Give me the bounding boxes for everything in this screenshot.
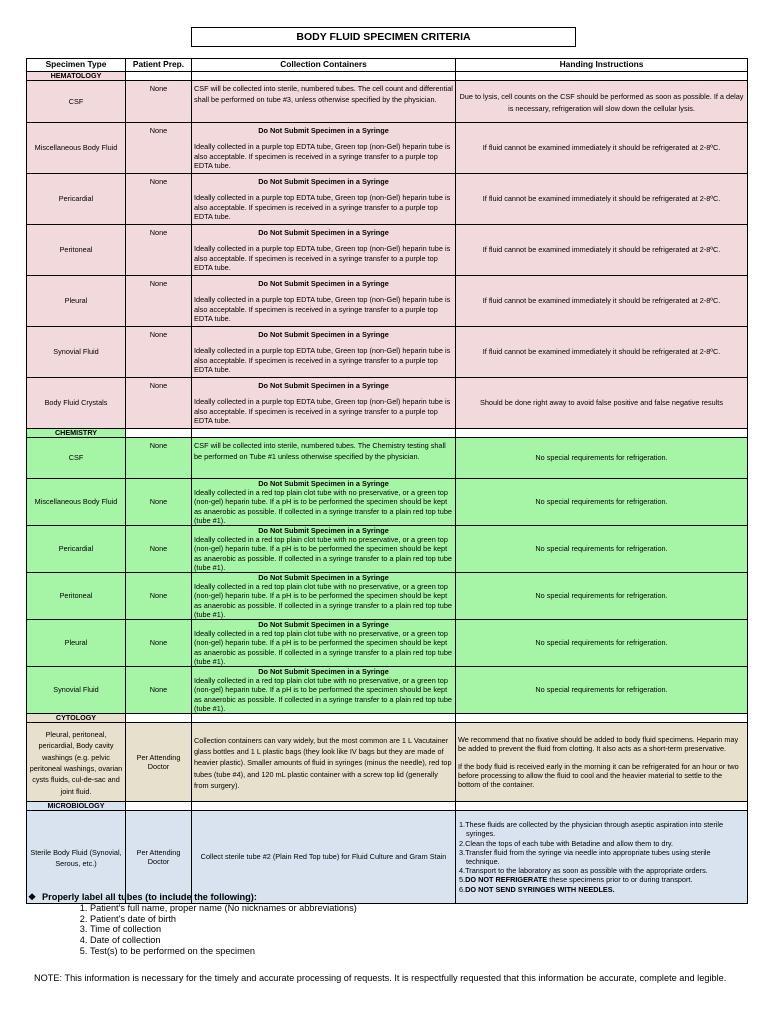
table-row [27, 526, 748, 573]
patient-prep: None [126, 276, 192, 327]
handling-instructions: If fluid cannot be examined immediately it should be refrigerated at 2-8ºC. [456, 174, 748, 225]
patient-prep: Per Attending Doctor [126, 723, 192, 802]
table-row [27, 620, 748, 667]
header-specimen-type: Specimen Type [27, 59, 126, 72]
collection-container: Collection containers can vary widely, but the most common are 1 L Vacutainer glass bottles and 1 L plastic bags (they look like IV bags but they are made of heavier plastic). Smaller amounts of fluid in syringes (minus the needle), red top tubes (tube #4), and 120 mL plastic container with a screw top lid (generally from surgery). [192, 723, 456, 802]
syringe-warning: Do Not Submit Specimen in a Syringe [258, 228, 389, 238]
syringe-warning: Do Not Submit Specimen in a Syringe [258, 279, 389, 289]
patient-prep: None [126, 620, 192, 667]
syringe-warning: Do Not Submit Specimen in a Syringe [258, 667, 389, 677]
syringe-warning: Do Not Submit Specimen in a Syringe [258, 526, 389, 536]
collection-container: CSF will be collected into sterile, numbered tubes. The Chemistry testing shall be performed on Tube #1 unless otherwise specified by the physician. [192, 438, 456, 479]
handling-steps [458, 820, 745, 894]
list-item: 2. Patient's date of birth [90, 914, 748, 925]
patient-prep: None [126, 378, 192, 429]
table-row [27, 123, 748, 174]
patient-prep: None [126, 479, 192, 526]
table-row [27, 723, 748, 802]
handling-instructions: No special requirements for refrigeration. [456, 573, 748, 620]
patient-prep: None [126, 123, 192, 174]
collection-container: Do Not Submit Specimen in a Syringe Ideally collected in a red top plain clot tube with no preservative, or a green top (non-gel) heparin tube. If a pH is to be performed the specimen should be kept as anaerobic as possible. If collected in a syringe transfer to a plain red top tube (tube #1). [192, 526, 456, 573]
table-row [27, 327, 748, 378]
labeling-heading: ❖ Properly label all tubes (to include the following): [28, 892, 257, 902]
table-row [27, 378, 748, 429]
collection-container: Do Not Submit Specimen in a Syringe Ideally collected in a purple top EDTA tube, Green top (non-Gel) heparin tube is also acceptable. If specimen is received in a syringe transfer to a purple top EDTA tube. [192, 174, 456, 225]
specimen-type: Peritoneal [27, 573, 126, 620]
specimen-type: Miscellaneous Body Fluid [27, 479, 126, 526]
list-item: 5.DO NOT REFRIGERATE these specimens prior to or during transport. [459, 875, 693, 885]
section-label-chemistry: CHEMISTRY [27, 429, 126, 438]
diamond-bullet-icon: ❖ [28, 892, 37, 902]
specimen-type: Sterile Body Fluid (Synovial, Serous, etc.) [27, 811, 126, 904]
collection-container: Do Not Submit Specimen in a Syringe Ideally collected in a red top plain clot tube with no preservative, or a green top (non-gel) heparin tube. If a pH is to be performed the specimen should be kept as anaerobic as possible. If collected in a syringe transfer to a plain red top tube (tube #1). [192, 573, 456, 620]
collection-container: Do Not Submit Specimen in a Syringe Ideally collected in a purple top EDTA tube, Green top (non-Gel) heparin tube is also acceptable. If specimen is received in a syringe transfer to a purple top EDTA tube. [192, 123, 456, 174]
table-row [27, 174, 748, 225]
handling-paragraph: We recommend that no fixative should be added to body fluid specimens. Heparin may be added to prevent the fluid from clotting. It also acts as a short-term preservative. [458, 734, 739, 753]
section-row-hematology [27, 72, 748, 81]
patient-prep: None [126, 573, 192, 620]
section-row-cytology [27, 714, 748, 723]
patient-prep: None [126, 667, 192, 714]
syringe-warning: Do Not Submit Specimen in a Syringe [258, 479, 389, 488]
handling-instructions: No special requirements for refrigeration. [456, 620, 748, 667]
table-row [27, 81, 748, 123]
list-item: 4. Date of collection [90, 935, 748, 946]
specimen-type: Pericardial [27, 526, 126, 573]
table-row [27, 573, 748, 620]
table-row [27, 811, 748, 904]
labeling-instructions [28, 892, 748, 957]
specimen-type: Synovial Fluid [27, 327, 126, 378]
patient-prep: None [126, 438, 192, 479]
section-label-microbiology: MICROBIOLOGY [27, 802, 126, 811]
specimen-type: Pleural [27, 276, 126, 327]
specimen-criteria-table [26, 58, 748, 904]
collection-container: CSF will be collected into sterile, numbered tubes. The cell count and differential shall be performed on tube #3, unless otherwise specified by the physician. [192, 81, 456, 123]
specimen-type: Pleural [27, 620, 126, 667]
handling-instructions: Due to lysis, cell counts on the CSF should be performed as soon as possible. If a delay is necessary, refrigeration will slow down the cellular lysis. [456, 81, 748, 123]
collection-container: Do Not Submit Specimen in a Syringe Ideally collected in a purple top EDTA tube, Green top (non-Gel) heparin tube is also acceptable. If specimen is received in a syringe transfer to a purple top EDTA tube. [192, 378, 456, 429]
patient-prep: None [126, 526, 192, 573]
patient-prep: None [126, 174, 192, 225]
specimen-type: CSF [27, 438, 126, 479]
handling-instructions [456, 723, 748, 802]
specimen-type: Pericardial [27, 174, 126, 225]
header-patient-prep: Patient Prep. [126, 59, 192, 72]
header-handling-instructions: Handing Instructions [456, 59, 748, 72]
patient-prep: Per Attending Doctor [126, 811, 192, 904]
specimen-type: Miscellaneous Body Fluid [27, 123, 126, 174]
handling-instructions: If fluid cannot be examined immediately it should be refrigerated at 2-8ºC. [456, 276, 748, 327]
labeling-list [28, 903, 748, 957]
list-item: 3.Transfer fluid from the syringe via needle into appropriate tubes using sterile technique. [459, 847, 711, 867]
list-item: 4.Transport to the laboratory as soon as possible with the appropriate orders. [459, 866, 708, 876]
collection-container: Do Not Submit Specimen in a Syringe Ideally collected in a purple top EDTA tube, Green top (non-Gel) heparin tube is also acceptable. If specimen is received in a syringe transfer to a purple top EDTA tube. [192, 327, 456, 378]
syringe-warning: Do Not Submit Specimen in a Syringe [258, 330, 389, 340]
handling-instructions: No special requirements for refrigeration. [456, 667, 748, 714]
syringe-warning: Do Not Submit Specimen in a Syringe [258, 381, 389, 391]
syringe-warning: Do Not Submit Specimen in a Syringe [258, 177, 389, 187]
section-label-cytology: CYTOLOGY [27, 714, 126, 723]
syringe-warning: Do Not Submit Specimen in a Syringe [258, 620, 389, 630]
handling-instructions: No special requirements for refrigeration. [456, 438, 748, 479]
specimen-type: Peritoneal [27, 225, 126, 276]
table-row [27, 479, 748, 526]
patient-prep: None [126, 81, 192, 123]
handling-instructions: If fluid cannot be examined immediately it should be refrigerated at 2-8ºC. [456, 327, 748, 378]
list-item: 1. Patient's full name, proper name (No nicknames or abbreviations) [90, 903, 748, 914]
table-row [27, 438, 748, 479]
collection-container: Do Not Submit Specimen in a Syringe Ideally collected in a purple top EDTA tube, Green top (non-Gel) heparin tube is also acceptable. If specimen is received in a syringe transfer to a purple top EDTA tube. [192, 276, 456, 327]
handling-instructions: If fluid cannot be examined immediately it should be refrigerated at 2-8ºC. [456, 225, 748, 276]
syringe-warning: Do Not Submit Specimen in a Syringe [258, 126, 389, 136]
table-row [27, 667, 748, 714]
handling-instructions: Should be done right away to avoid false positive and false negative results [456, 378, 748, 429]
header-row [27, 59, 748, 72]
specimen-type: Synovial Fluid [27, 667, 126, 714]
section-row-chemistry [27, 429, 748, 438]
section-row-microbiology [27, 802, 748, 811]
table-row [27, 225, 748, 276]
patient-prep: None [126, 327, 192, 378]
specimen-type: Body Fluid Crystals [27, 378, 126, 429]
patient-prep: None [126, 225, 192, 276]
footer-note: NOTE: This information is necessary for the timely and accurate processing of requests. It is respectfully requested that this information be accurate, complete and legible. [34, 973, 727, 983]
syringe-warning: Do Not Submit Specimen in a Syringe [258, 573, 389, 583]
handling-paragraph: If the body fluid is received early in the morning it can be refrigerated for an hour or two before processing to allow the fluid to cool and the heavier material to settle to the bottom of the container. [458, 761, 739, 790]
collection-container: Do Not Submit Specimen in a Syringe Ideally collected in a red top plain clot tube with no preservative, or a green top (non-gel) heparin tube. If a pH is to be performed the specimen should be kept as anaerobic as possible. If collected in a syringe transfer to a plain red top tube (tube #1). [192, 479, 456, 526]
handling-instructions [456, 811, 748, 904]
collection-container: Do Not Submit Specimen in a Syringe Ideally collected in a red top plain clot tube with no preservative, or a green top (non-gel) heparin tube. If a pH is to be performed the specimen should be kept as anaerobic as possible. If collected in a syringe transfer to a plain red top tube (tube #1). [192, 667, 456, 714]
list-item: 6.DO NOT SEND SYRINGES WITH NEEDLES. [459, 884, 615, 894]
table-row [27, 276, 748, 327]
handling-instructions: No special requirements for refrigeration. [456, 526, 748, 573]
specimen-type: CSF [27, 81, 126, 123]
header-collection-containers: Collection Containers [192, 59, 456, 72]
list-item: 5. Test(s) to be performed on the specimen [90, 946, 748, 957]
collection-container: Collect sterile tube #2 (Plain Red Top tube) for Fluid Culture and Gram Stain [192, 811, 456, 904]
list-item: 2.Clean the tops of each tube with Betadine and allow them to dry. [459, 838, 674, 848]
collection-container: Do Not Submit Specimen in a Syringe Ideally collected in a purple top EDTA tube, Green top (non-Gel) heparin tube is also acceptable. If specimen is received in a syringe transfer to a purple top EDTA tube. [192, 225, 456, 276]
handling-instructions: No special requirements for refrigeration. [456, 479, 748, 526]
specimen-type: Pleural, peritoneal, pericardial, Body cavity washings (e.g. pelvic peritoneal washings, ovarian cysts fluids, cul-de-sac and joint fluid. [27, 723, 126, 802]
section-label-hematology: HEMATOLOGY [27, 72, 126, 81]
page-title: BODY FLUID SPECIMEN CRITERIA [191, 27, 576, 47]
collection-container: Do Not Submit Specimen in a Syringe Ideally collected in a red top plain clot tube with no preservative, or a green top (non-gel) heparin tube. If a pH is to be performed the specimen should be kept as anaerobic as possible. If collected in a syringe transfer to a plain red top tube (tube #1). [192, 620, 456, 667]
list-item: 3. Time of collection [90, 924, 748, 935]
list-item: 1.These fluids are collected by the physician through aseptic aspiration into sterile syringes. [459, 820, 724, 839]
handling-instructions: If fluid cannot be examined immediately it should be refrigerated at 2-8ºC. [456, 123, 748, 174]
